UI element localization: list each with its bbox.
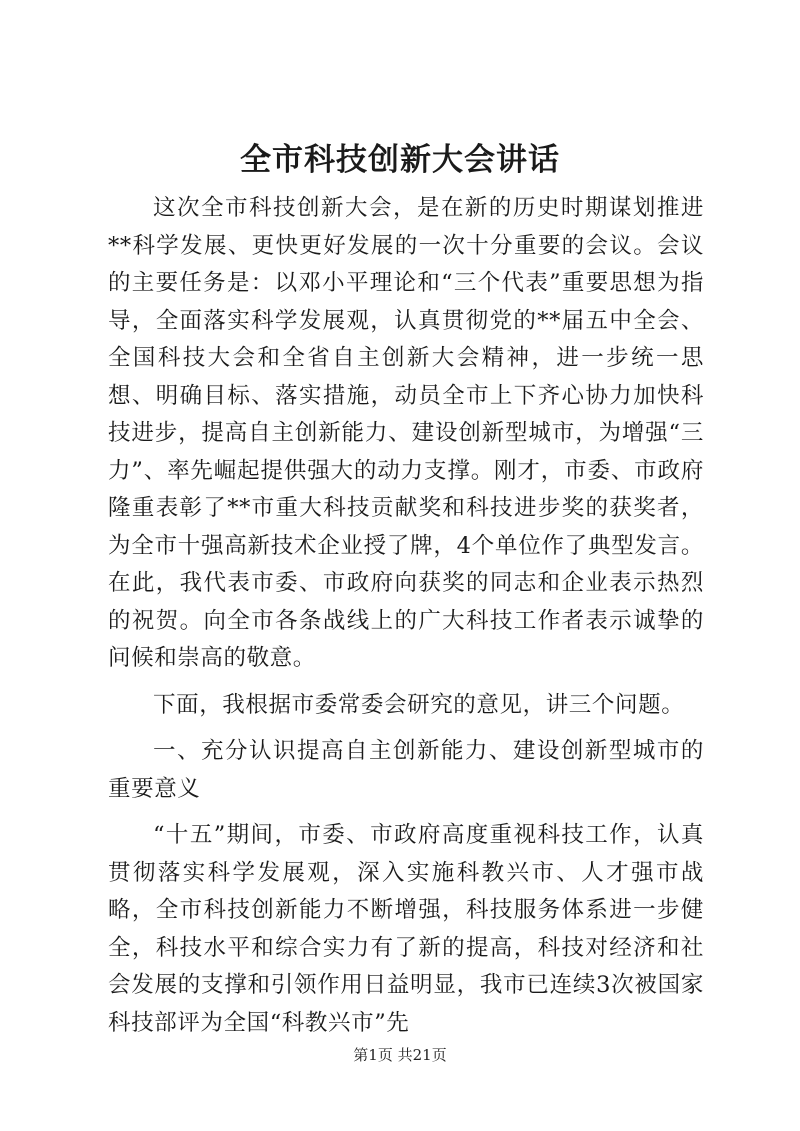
document-title: 全市科技创新大会讲话 — [240, 142, 560, 178]
document-body — [108, 190, 704, 1051]
section-heading-1: 一、充分认识提高自主创新能力、建设创新型城市的重要意义 — [108, 738, 704, 802]
paragraph-opening: 这次全市科技创新大会，是在新的历史时期谋划推进**科学发展、更快更好发展的一次十分重要的会议。会议的主要任务是：以邓小平理论和“三个代表”重要思想为指导，全面落实科学发展观，认真贯彻党的**届五中全会、全国科技大会和全省自主创新大会精神，进一步统一思想、明确目标、落实措施，动员全市上下齐心协力加快科技进步，提高自主创新能力、建设创新型城市，为增强“三力”、率先崛起提供强大的动力支撑。刚才，市委、市政府隆重表彰了**市重大科技贡献奖和科技进步奖的获奖者，为全市十强高新技术企业授了牌，4个单位作了典型发言。在此，我代表市委、市政府向获奖的同志和企业表示热烈的祝贺。向全市各条战线上的广大科技工作者表示诚挚的问候和崇高的敬意。 — [108, 195, 704, 671]
paragraph-outline: 下面，我根据市委常委会研究的意见，讲三个问题。 — [153, 691, 685, 718]
paragraph-section-1: “十五”期间，市委、市政府高度重视科技工作，认真贯彻落实科学发展观，深入实施科教兴市、人才强市战略，全市科技创新能力不断增强，科技服务体系进一步健全，科技水平和综合实力有了新的提高，科技对经济和社会发展的支撑和引领作用日益明显，我市已连续3次被国家科技部评为全国“科教兴市”先 — [108, 822, 704, 1036]
page-footer: 第1页 共21页 — [353, 1046, 447, 1064]
